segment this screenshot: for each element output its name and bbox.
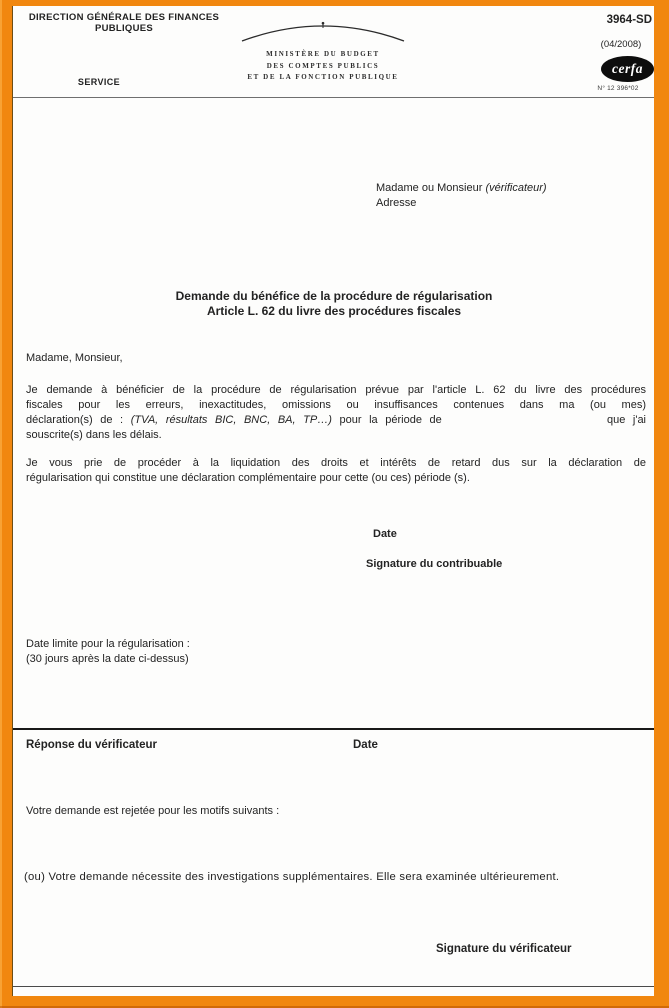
recipient-line1: [376, 181, 547, 196]
form-number: 3964-SD: [606, 14, 652, 26]
deadline-note: [26, 637, 190, 667]
cerfa-number: N° 12 396*02: [597, 85, 639, 92]
p2-line1: Je vous prie de procéder à la liquidation des droits et intérêts de retard dus sur la déclaration de: [26, 457, 646, 469]
ministry-line2: DES COMPTES PUBLICS: [266, 61, 380, 70]
service-label: SERVICE: [77, 77, 121, 87]
date-label: Date: [373, 528, 397, 540]
investigation-note: (ou) Votre demande nécessite des investigations supplémentaires. Elle sera examinée ultérieurement.: [24, 871, 560, 883]
recipient-address: Adresse: [376, 197, 417, 209]
ministry-logo: [228, 20, 418, 84]
p1-line3-taxes-list: (TVA, résultats BIC, BNC, BA, TP…): [130, 414, 332, 426]
deadline-line2: (30 jours après la date ci-dessus): [26, 653, 189, 665]
form-version: (04/2008): [600, 39, 642, 50]
p1-line3-text3: que j'ai: [606, 414, 647, 426]
paragraph-liquidation-request: [26, 456, 646, 486]
p1-line3-text1: déclaration(s) de :: [26, 414, 131, 426]
ministry-line1: MINISTÈRE DU BUDGET: [266, 50, 380, 58]
agency-name: [15, 13, 233, 34]
p1-line4: souscrite(s) dans les délais.: [26, 429, 162, 441]
page-bottom-edge: [13, 986, 654, 987]
agency-name-line1: DIRECTION GÉNÉRALE DES FINANCES: [28, 12, 220, 23]
p2-line2: régularisation qui constitue une déclaration complémentaire pour cette (ou ces) période (s).: [26, 472, 470, 484]
verifier-date-label: Date: [353, 739, 378, 751]
letter-title-line1: Demande du bénéfice de la procédure de régularisation: [175, 289, 493, 303]
letter-title-line2: Article L. 62 du livre des procédures fiscales: [206, 303, 462, 318]
cerfa-logo-label: cerfa: [612, 60, 643, 76]
recipient-role: (vérificateur): [485, 182, 547, 194]
recipient-salutation: Madame ou Monsieur: [376, 182, 486, 194]
salutation: Madame, Monsieur,: [26, 352, 123, 364]
taxpayer-signature-label: Signature du contribuable: [366, 558, 503, 570]
verifier-signature-label: Signature du vérificateur: [436, 943, 572, 955]
verifier-response-heading: Réponse du vérificateur: [26, 739, 158, 751]
p1-line3: [26, 413, 646, 428]
letter-page: [12, 6, 654, 996]
letter-title: [13, 289, 655, 318]
rejection-reason-text: Votre demande est rejetée pour les motifs suivants :: [26, 805, 280, 817]
p1-line3-text2: pour la période de: [331, 414, 442, 426]
agency-name-line2: PUBLIQUES: [94, 22, 154, 34]
header-divider: [13, 97, 654, 98]
cerfa-logo: [601, 56, 654, 82]
deadline-line1: Date limite pour la régularisation :: [26, 638, 190, 650]
section-divider: [13, 728, 654, 730]
ministry-line3: ET DE LA FONCTION PUBLIQUE: [247, 73, 399, 81]
recipient-block: [376, 181, 547, 211]
ministry-arc-icon: [238, 20, 408, 44]
paragraph-regularisation-request: [26, 383, 646, 443]
p1-line1: Je demande à bénéficier de la procédure de régularisation prévue par l'article L. 62 du livre des procédures: [26, 384, 646, 396]
p1-line2: fiscales pour les erreurs, inexactitudes, omissions ou insuffisances contenues dans ma (ou mes): [26, 399, 646, 411]
period-blank-space: [449, 422, 599, 423]
